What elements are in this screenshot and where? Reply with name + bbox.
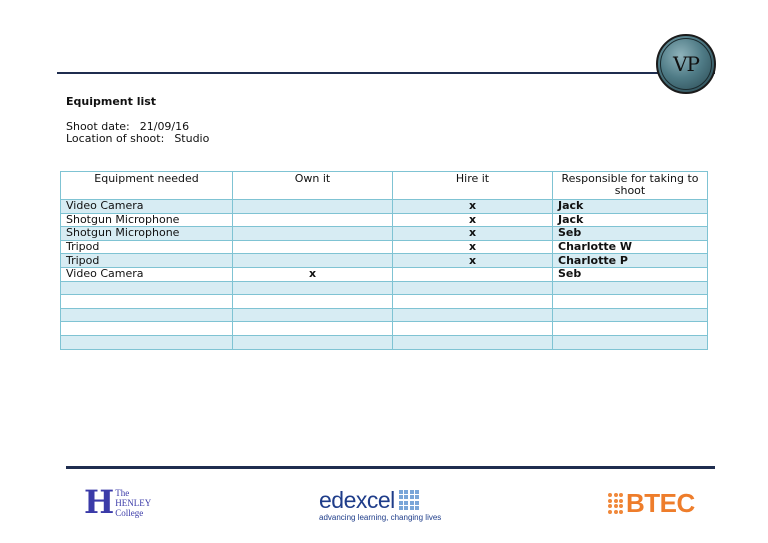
- table-row: [61, 254, 708, 268]
- responsible-cell: Charlotte W: [553, 240, 708, 254]
- equipment-cell: [61, 322, 233, 336]
- equipment-cell: [61, 281, 233, 295]
- location-line: [66, 132, 209, 145]
- edexcel-tagline: advancing learning, changing lives: [319, 513, 442, 522]
- own-cell: [233, 322, 393, 336]
- equipment-cell: [61, 335, 233, 349]
- responsible-cell: [553, 281, 708, 295]
- equipment-table: [60, 171, 708, 350]
- equipment-cell: [61, 308, 233, 322]
- shoot-date-value: 21/09/16: [139, 120, 190, 133]
- henley-line-3: College: [115, 508, 144, 518]
- edexcel-dots-icon: [399, 490, 420, 511]
- table-row: [61, 200, 708, 214]
- vp-logo-text: VP: [660, 38, 712, 90]
- own-cell: [233, 240, 393, 254]
- responsible-cell: Jack: [553, 200, 708, 214]
- hire-cell: [393, 267, 553, 281]
- table-header-row: [61, 172, 708, 200]
- responsible-cell: [553, 335, 708, 349]
- table-row: [61, 213, 708, 227]
- equipment-cell: Video Camera: [61, 200, 233, 214]
- responsible-cell: Charlotte P: [553, 254, 708, 268]
- own-cell: [233, 227, 393, 241]
- hire-cell: [393, 322, 553, 336]
- equipment-cell: Video Camera: [61, 267, 233, 281]
- header-equipment: Equipment needed: [61, 172, 233, 200]
- table-row: [61, 281, 708, 295]
- table-row: [61, 308, 708, 322]
- equipment-cell: Shotgun Microphone: [61, 213, 233, 227]
- edexcel-logo-row: [319, 488, 441, 512]
- edexcel-wordmark: edexcel: [319, 487, 395, 513]
- document-title: Equipment list: [66, 95, 157, 108]
- responsible-cell: Seb: [553, 267, 708, 281]
- table-row: [61, 322, 708, 336]
- table-row: [61, 227, 708, 241]
- hire-cell: [393, 335, 553, 349]
- hire-cell: [393, 281, 553, 295]
- henley-logo-letter: H: [84, 483, 115, 521]
- responsible-cell: Seb: [553, 227, 708, 241]
- hire-cell: x: [393, 227, 553, 241]
- table-row: [61, 240, 708, 254]
- table-row: [61, 335, 708, 349]
- btec-logo: [608, 488, 695, 519]
- hire-cell: x: [393, 213, 553, 227]
- hire-cell: [393, 308, 553, 322]
- btec-wordmark: BTEC: [626, 488, 695, 518]
- header-hire: Hire it: [393, 172, 553, 200]
- header-rule: [57, 72, 715, 74]
- own-cell: x: [233, 267, 393, 281]
- equipment-cell: Tripod: [61, 254, 233, 268]
- edexcel-logo: [319, 488, 441, 522]
- table-row: [61, 295, 708, 309]
- henley-logo-text: [115, 488, 151, 518]
- responsible-cell: [553, 295, 708, 309]
- location-label: Location of shoot:: [66, 132, 165, 145]
- responsible-cell: [553, 308, 708, 322]
- henley-line-2: HENLEY: [115, 498, 152, 508]
- btec-dots-icon: [608, 493, 623, 514]
- own-cell: [233, 200, 393, 214]
- table-row: [61, 267, 708, 281]
- equipment-cell: [61, 295, 233, 309]
- own-cell: [233, 335, 393, 349]
- hire-cell: x: [393, 240, 553, 254]
- henley-line-1: The: [115, 488, 130, 498]
- location-value: Studio: [174, 132, 210, 145]
- hire-cell: x: [393, 254, 553, 268]
- vp-logo: [656, 34, 716, 94]
- own-cell: [233, 295, 393, 309]
- responsible-cell: Jack: [553, 213, 708, 227]
- header-own: Own it: [233, 172, 393, 200]
- header-responsible: Responsible for taking to shoot: [553, 172, 708, 200]
- equipment-cell: Tripod: [61, 240, 233, 254]
- henley-college-logo: [84, 483, 152, 521]
- responsible-cell: [553, 322, 708, 336]
- own-cell: [233, 281, 393, 295]
- hire-cell: x: [393, 200, 553, 214]
- equipment-cell: Shotgun Microphone: [61, 227, 233, 241]
- own-cell: [233, 308, 393, 322]
- own-cell: [233, 254, 393, 268]
- footer-rule: [66, 466, 715, 469]
- own-cell: [233, 213, 393, 227]
- shoot-date-label: Shoot date:: [66, 120, 130, 133]
- hire-cell: [393, 295, 553, 309]
